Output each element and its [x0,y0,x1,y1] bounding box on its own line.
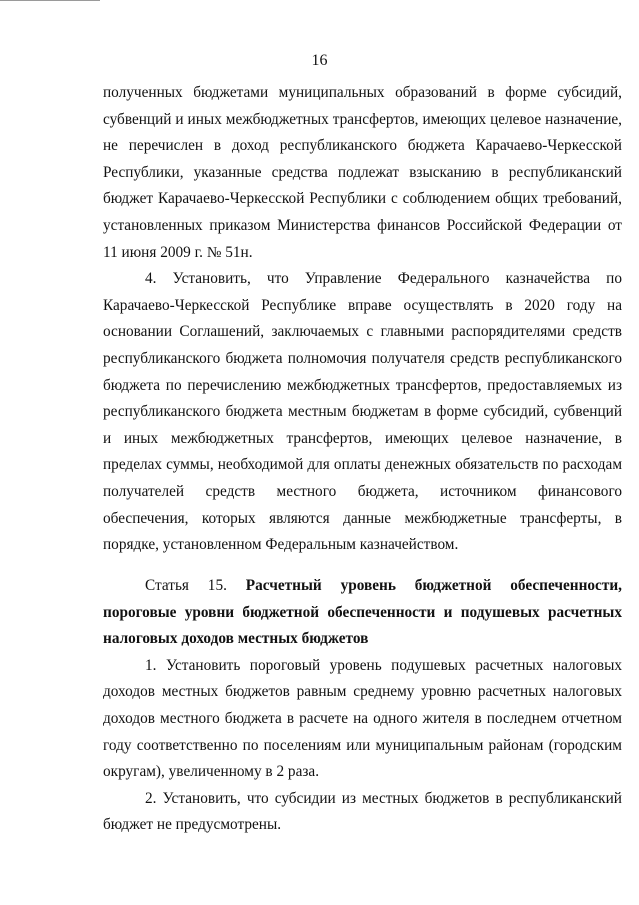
article-title: Расчетный уровень бюджетной обеспеченности, пороговые уровни бюджетной обеспеченности и подушевых расчетных налоговых доходов местных бюджетов [103,577,622,648]
scan-edge-line [0,0,100,5]
article-heading [103,573,622,653]
article-label: Статья 15. [145,577,227,594]
page-number: 16 [311,52,328,69]
paragraph-continuation: полученных бюджетами муниципальных образований в форме субсидий, субвенций и иных межбюджетных трансфертов, имеющих целевое назначение, не перечислен в доход республиканского бюджета Карачаево-Черкесской Республики, указанные средства подлежат взысканию в республиканский бюджет Карачаево-Черкесской Республики с соблюдением общих требований, установленных приказом Министерства финансов Российской Федерации от 11 июня 2009 г. № 51н. [103,84,622,261]
paragraph-article-item-1: 1. Установить пороговый уровень подушевых расчетных налоговых доходов местных бюджетов равным среднему уровню расчетных налоговых доходов местного бюджета в расчете на одного жителя в последнем отчетном году соответственно по поселениям или муниципальным районам (городским округам), увеличенному в 2 раза. [103,656,622,781]
paragraph-item-4: 4. Установить, что Управление Федерального казначейства по Карачаево-Черкесской Республике вправе осуществлять в 2020 году на основании Соглашений, заключаемых с главными распорядителями средств республиканского бюджета полномочия получателя средств республиканского бюджета по перечислению межбюджетных трансфертов, предоставляемых из республиканского бюджета местным бюджетам в форме субсидий, субвенций и иных межбюджетных трансфертов, имеющих целевое назначение, в пределах суммы, необходимой для оплаты денежных обязательств по расходам получателей средств местного бюджета, источником финансового обеспечения, которых являются данные межбюджетные трансферты, в порядке, установленном Федеральным казначейством. [103,270,622,554]
text-block-top [103,80,622,559]
text-block-article [103,573,622,839]
paragraph-article-item-2: 2. Установить, что субсидии из местных бюджетов в республиканский бюджет не предусмотрены. [103,789,622,834]
